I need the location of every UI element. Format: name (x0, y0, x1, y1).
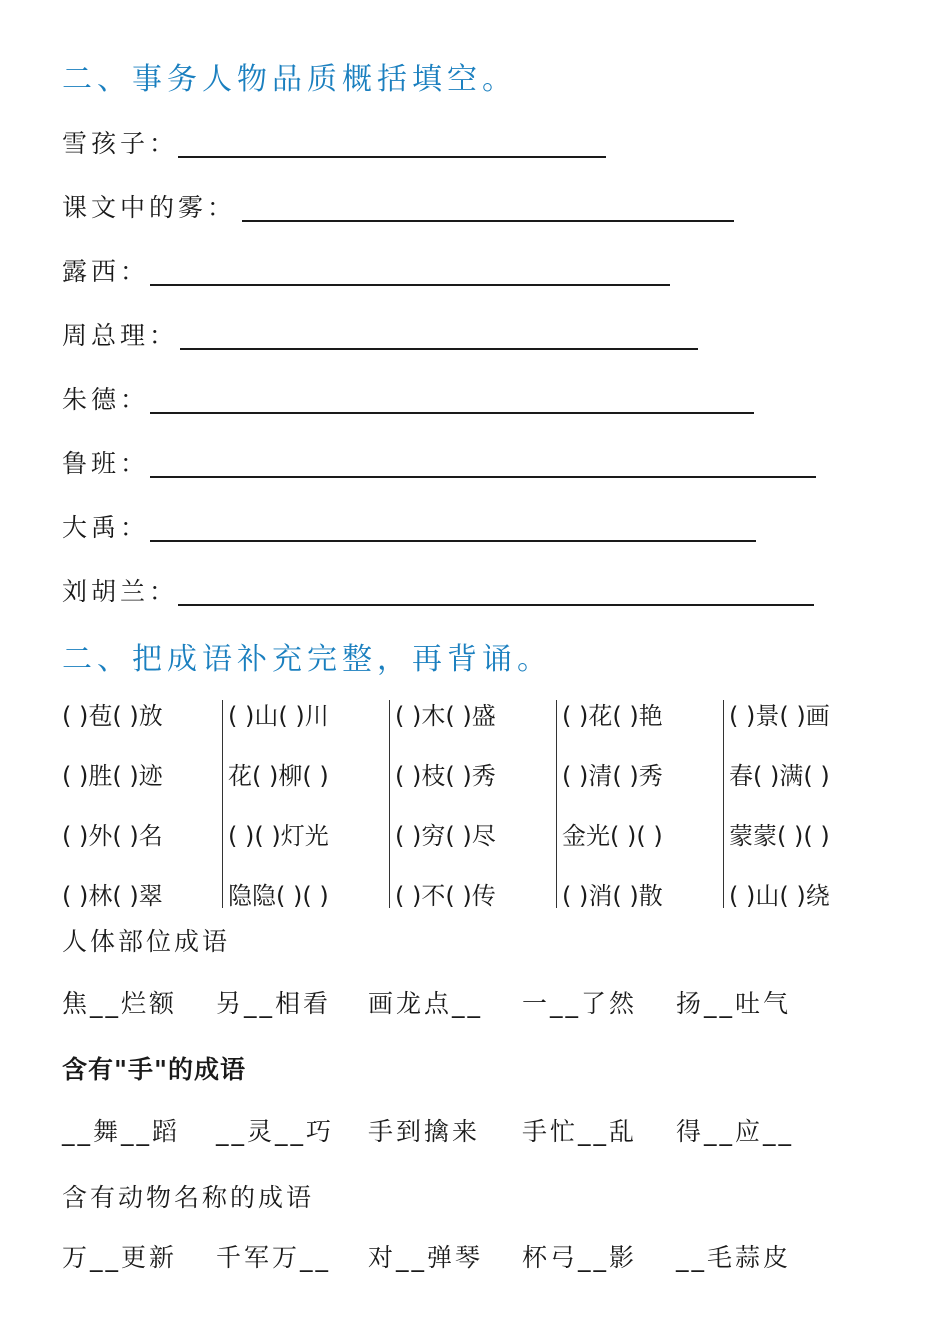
idiom-item[interactable]: 杯弓__影 (522, 1243, 638, 1272)
idiom-cell[interactable]: ( )( )灯光 (228, 822, 329, 850)
idiom-grid (62, 694, 884, 916)
idiom-column (62, 694, 222, 916)
idiom-cell[interactable]: ( )消( )散 (562, 882, 663, 910)
idiom-item[interactable]: 另__相看 (216, 989, 332, 1018)
fill-row-luxi (62, 252, 682, 292)
section1-heading: 二、事务人物品质概括填空。 (62, 62, 517, 97)
answer-line[interactable] (242, 220, 734, 222)
idiom-item[interactable]: 万__更新 (62, 1243, 178, 1272)
idiom-cell[interactable]: ( )胜( )迹 (62, 762, 163, 790)
animals-title: 含有动物名称的成语 (62, 1183, 315, 1212)
fill-row-dayu (62, 508, 762, 548)
idiom-item[interactable]: __舞__蹈 (62, 1117, 181, 1146)
answer-line[interactable] (150, 412, 754, 414)
answer-line[interactable] (178, 156, 606, 158)
fill-label: 大禹： (62, 513, 150, 542)
idiom-column (562, 694, 722, 916)
fill-row-liuhulan (62, 572, 822, 612)
answer-line[interactable] (178, 604, 814, 606)
idiom-item[interactable]: 焦__烂额 (62, 989, 178, 1018)
idiom-cell[interactable]: ( )山( )绕 (729, 882, 830, 910)
idiom-cell[interactable]: 花( )柳( ) (228, 762, 329, 790)
idiom-item[interactable]: __毛蒜皮 (676, 1243, 792, 1272)
answer-line[interactable] (150, 284, 670, 286)
idiom-item[interactable]: 画龙点__ (368, 989, 484, 1018)
animals-row (62, 1238, 862, 1278)
idiom-cell[interactable]: ( )景( )画 (729, 702, 830, 730)
idiom-cell[interactable]: ( )花( )艳 (562, 702, 663, 730)
fill-label: 刘胡兰： (62, 577, 179, 606)
column-divider (389, 700, 390, 908)
fill-row-zhouzongli (62, 316, 712, 356)
fill-label: 雪孩子： (62, 129, 179, 158)
body-parts-row (62, 984, 862, 1024)
fill-label: 周总理： (62, 321, 179, 350)
idiom-cell[interactable]: ( )穷( )尽 (395, 822, 496, 850)
idiom-cell[interactable]: ( )苞( )放 (62, 702, 163, 730)
hand-row (62, 1112, 862, 1152)
fill-row-zhude (62, 380, 762, 420)
idiom-item[interactable]: 千军万__ (216, 1243, 332, 1272)
idiom-item[interactable]: 手忙__乱 (522, 1117, 638, 1146)
answer-line[interactable] (150, 476, 816, 478)
column-divider (222, 700, 223, 908)
answer-line[interactable] (180, 348, 698, 350)
idiom-cell[interactable]: 隐隐( )( ) (228, 882, 329, 910)
fill-row-wu (62, 188, 742, 228)
idiom-cell[interactable]: 金光( )( ) (562, 822, 663, 850)
idiom-item[interactable]: 对__弹琴 (368, 1243, 484, 1272)
idiom-column (729, 694, 884, 916)
answer-line[interactable] (150, 540, 756, 542)
fill-row-luban (62, 444, 822, 484)
idiom-item[interactable]: __灵__巧 (216, 1117, 335, 1146)
column-divider (723, 700, 724, 908)
idiom-column (228, 694, 388, 916)
fill-row-xuehaizi (62, 124, 622, 164)
idiom-item[interactable]: 扬__吐气 (676, 989, 792, 1018)
hand-title: 含有"手"的成语 (62, 1055, 247, 1084)
fill-label: 鲁班： (62, 449, 150, 478)
column-divider (556, 700, 557, 908)
idiom-cell[interactable]: 蒙蒙( )( ) (729, 822, 830, 850)
idiom-column (395, 694, 555, 916)
idiom-cell[interactable]: ( )林( )翠 (62, 882, 163, 910)
idiom-cell[interactable]: 春( )满( ) (729, 762, 830, 790)
fill-label: 朱德： (62, 385, 150, 414)
idiom-item[interactable]: 得__应__ (676, 1117, 795, 1146)
idiom-cell[interactable]: ( )不( )传 (395, 882, 496, 910)
idiom-cell[interactable]: ( )山( )川 (228, 702, 329, 730)
fill-label: 课文中的雾： (62, 193, 237, 222)
section2-heading: 二、把成语补充完整，再背诵。 (62, 642, 552, 677)
idiom-cell[interactable]: ( )枝( )秀 (395, 762, 496, 790)
idiom-item[interactable]: 手到擒来 (368, 1117, 481, 1146)
idiom-cell[interactable]: ( )清( )秀 (562, 762, 663, 790)
idiom-cell[interactable]: ( )木( )盛 (395, 702, 496, 730)
idiom-cell[interactable]: ( )外( )名 (62, 822, 163, 850)
idiom-item[interactable]: 一__了然 (522, 989, 638, 1018)
fill-label: 露西： (62, 257, 150, 286)
body-parts-title: 人体部位成语 (62, 927, 231, 956)
